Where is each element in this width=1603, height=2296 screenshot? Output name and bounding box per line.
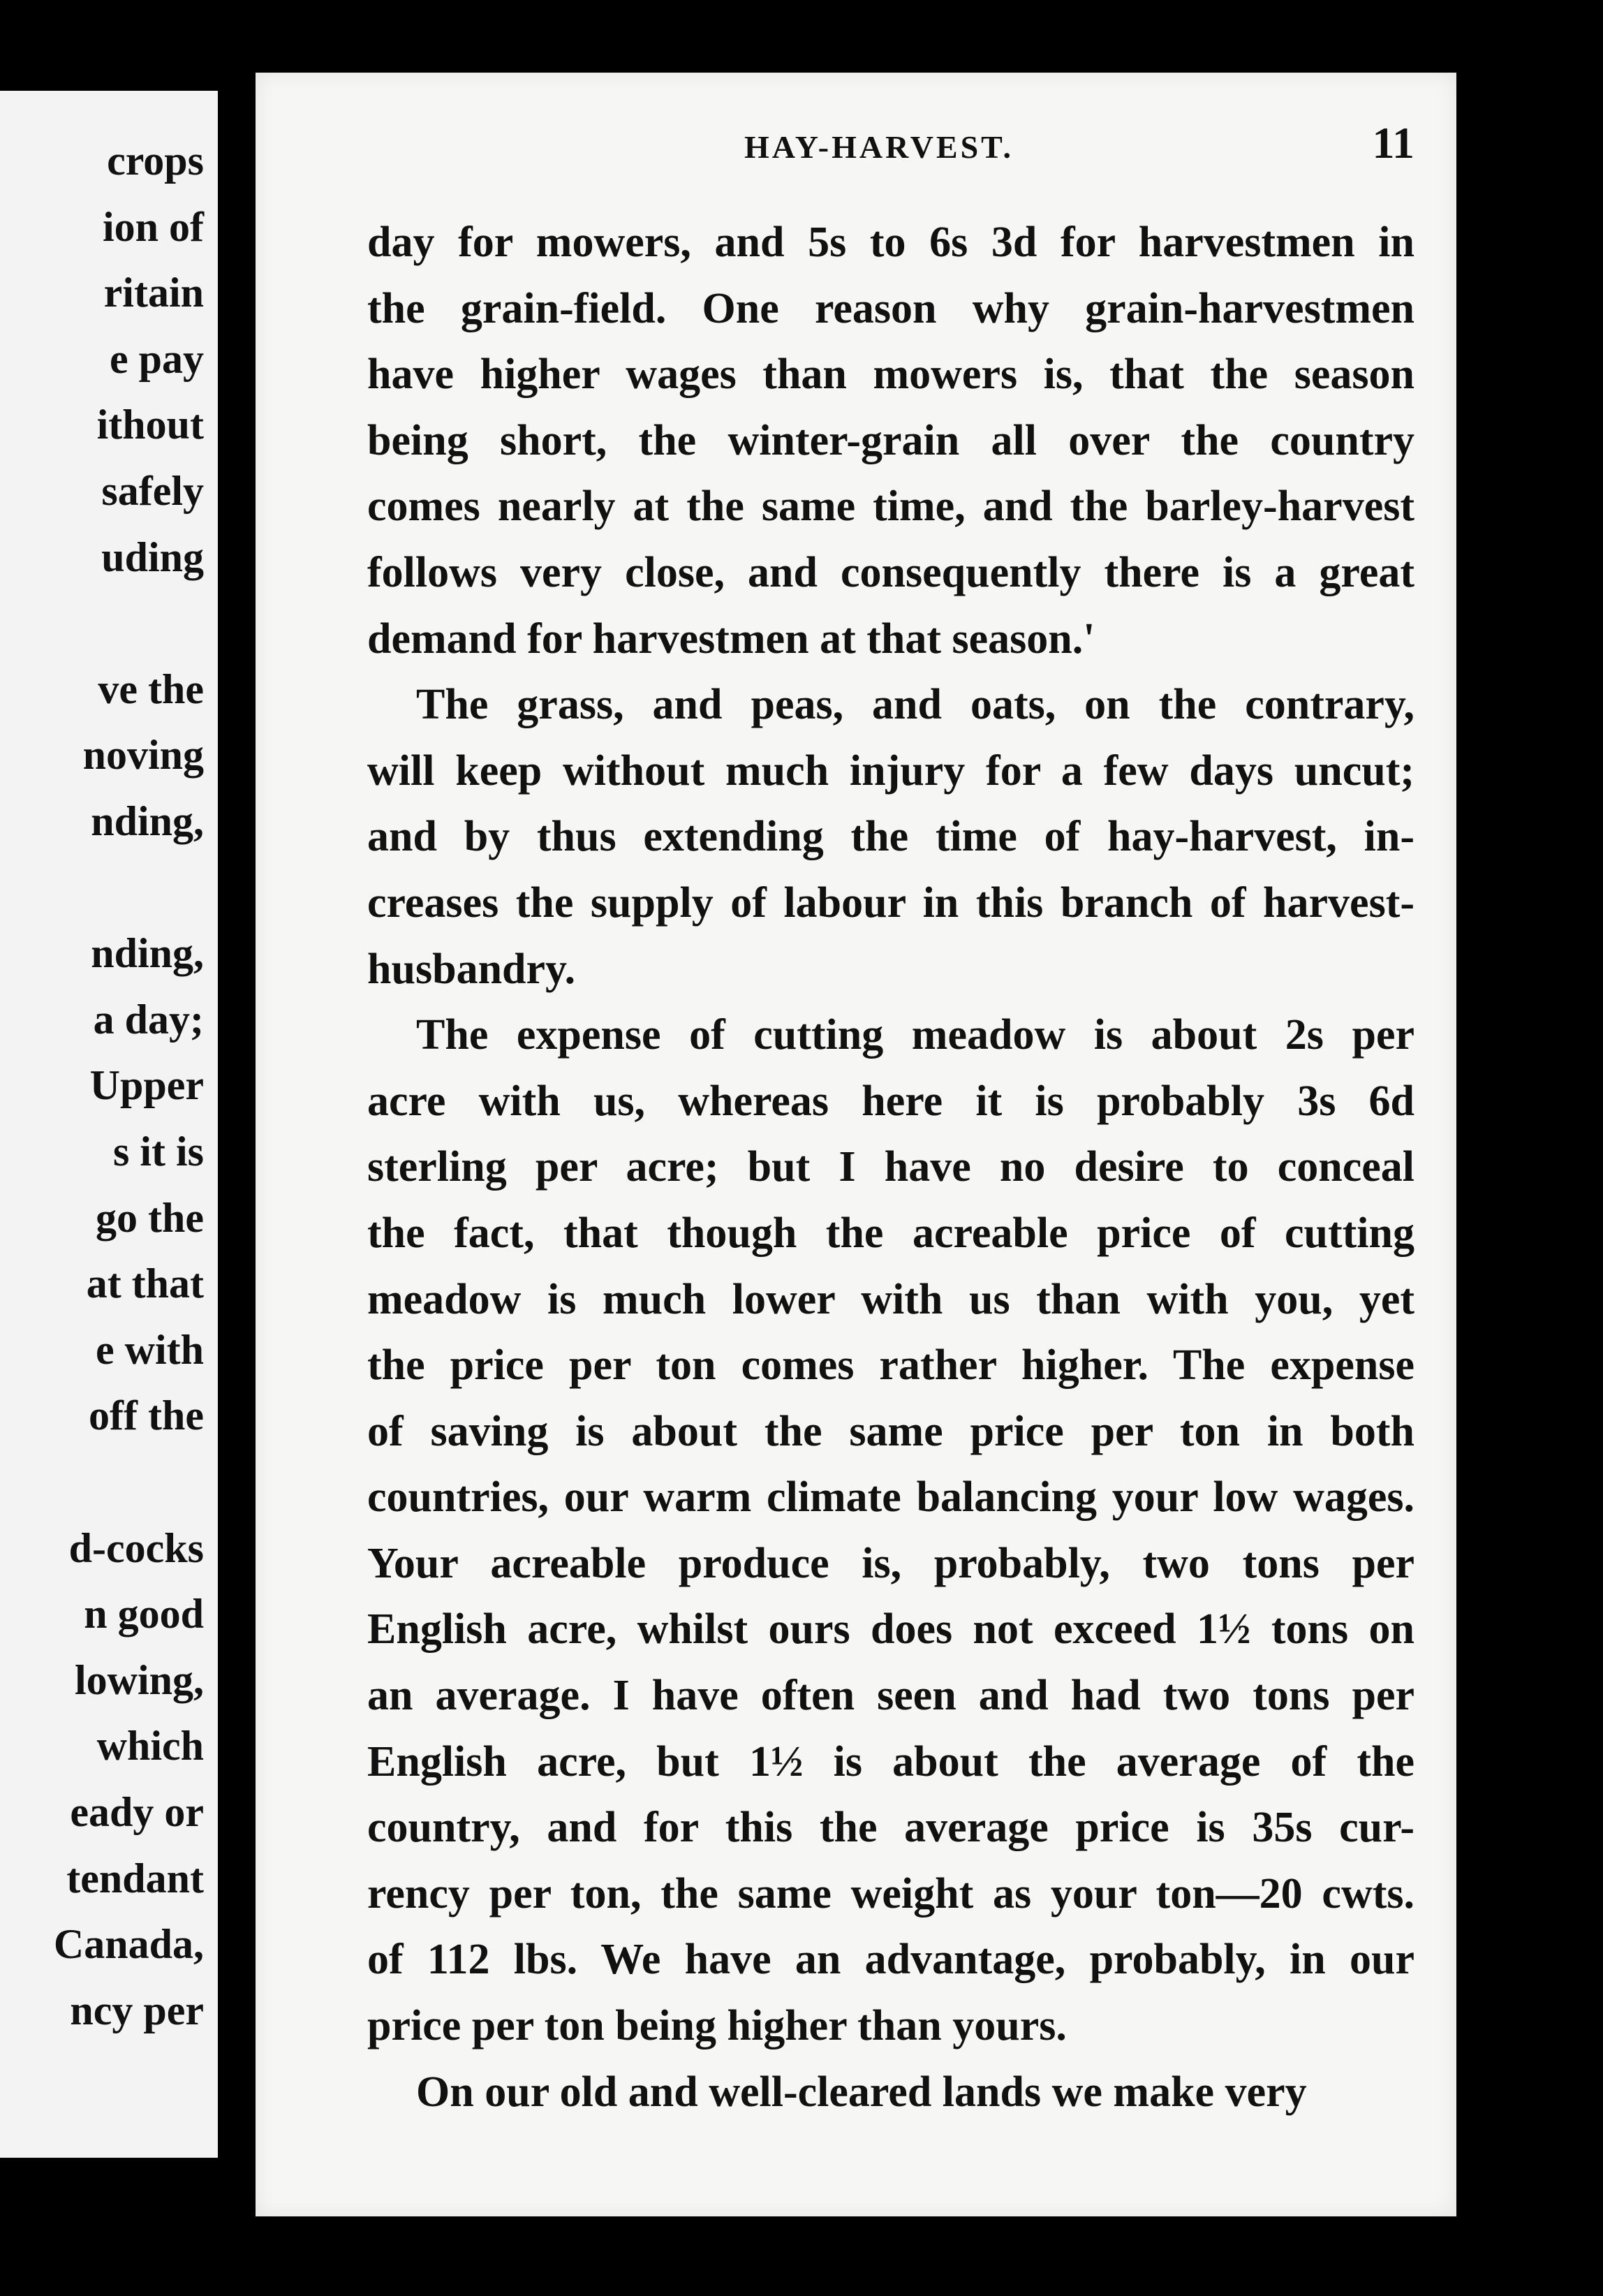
left-page-fragment: s it is xyxy=(112,1128,204,1175)
text-line: and by thus extending the time of hay-harvest, in- xyxy=(367,813,1414,861)
left-page-fragment: ncy per xyxy=(70,1987,204,2033)
left-page-fragment: a day; xyxy=(93,996,204,1043)
text-line: follows very close, and consequently there is a great xyxy=(367,548,1414,596)
text-line: the price per ton comes rather higher. The expense xyxy=(367,1341,1414,1390)
left-page-fragment: nding, xyxy=(91,930,204,977)
text-line: Your acreable produce is, probably, two tons per xyxy=(367,1539,1414,1587)
left-page-fragment: tendant xyxy=(66,1855,204,1901)
left-page-fragment: d-cocks xyxy=(68,1524,204,1571)
left-page-fragment: ritain xyxy=(103,270,204,316)
text-line: rency per ton, the same weight as your ton—20 cwts. xyxy=(367,1869,1414,1918)
text-line: being short, the winter-grain all over the country xyxy=(367,416,1414,464)
text-line: comes nearly at the same time, and the barley-harvest xyxy=(367,483,1414,531)
left-page-fragment: noving xyxy=(82,732,204,779)
text-line: sterling per acre; but I have no desire to conceal xyxy=(367,1143,1414,1191)
left-page-fragment: ion of xyxy=(102,203,204,250)
text-line: demand for harvestmen at that season.' xyxy=(367,615,1095,663)
left-page-fragment: ithout xyxy=(96,402,204,448)
left-page-fragment: nding, xyxy=(91,798,204,844)
text-line: country, and for this the average price is 35s cur- xyxy=(367,1804,1414,1852)
left-page-fragment: Canada, xyxy=(53,1921,204,1968)
text-line: On our old and well-cleared lands we make very xyxy=(416,2068,1307,2116)
left-page-fragment: Upper xyxy=(89,1062,204,1109)
left-page-fragment: eady or xyxy=(70,1789,204,1835)
text-line: English acre, but 1½ is about the average of the xyxy=(367,1737,1414,1786)
left-page-fragment: e with xyxy=(96,1326,204,1373)
text-line: husbandry. xyxy=(367,945,576,993)
left-page-fragment: uding xyxy=(101,533,204,580)
left-page-fragment: e pay xyxy=(110,335,204,382)
right-page xyxy=(256,73,1456,2216)
paragraph xyxy=(367,2059,1414,2126)
text-line: the fact, that though the acreable price of cutting xyxy=(367,1209,1414,1257)
text-line: of saving is about the same price per ton in both xyxy=(367,1407,1414,1455)
text-line: the grain-field. One reason why grain-harvestmen xyxy=(367,284,1414,332)
paragraph xyxy=(367,672,1414,1002)
left-page-fragment: crops xyxy=(107,138,204,184)
paragraph xyxy=(367,209,1414,672)
left-page-fragment: off the xyxy=(89,1392,204,1439)
text-line: have higher wages than mowers is, that the season xyxy=(367,351,1414,399)
text-line: creases the supply of labour in this branch of harvest- xyxy=(367,878,1414,927)
left-page-fragment: ve the xyxy=(98,665,204,712)
text-line: The grass, and peas, and oats, on the contrary, xyxy=(416,681,1414,729)
text-line: meadow is much lower with us than with you, yet xyxy=(367,1275,1414,1323)
text-line: an average. I have often seen and had two tons per xyxy=(367,1672,1414,1720)
left-page-fragment: safely xyxy=(101,468,204,514)
left-page-fragment: go the xyxy=(96,1194,204,1241)
text-line: English acre, whilst ours does not exceed 1½ tons on xyxy=(367,1605,1414,1654)
left-page-fragment: lowing, xyxy=(74,1656,204,1703)
text-line: The expense of cutting meadow is about 2s per xyxy=(416,1011,1414,1059)
text-line: price per ton being higher than yours. xyxy=(367,2002,1067,2050)
text-line: acre with us, whereas here it is probably 3s 6d xyxy=(367,1077,1414,1125)
left-page-fragment: which xyxy=(96,1723,204,1769)
left-page xyxy=(0,91,218,2158)
running-head: HAY-HARVEST. xyxy=(744,129,1014,165)
text-line: day for mowers, and 5s to 6s 3d for harvestmen in xyxy=(367,219,1414,266)
text-line: countries, our warm climate balancing your low wages. xyxy=(367,1473,1414,1522)
paragraph xyxy=(367,1002,1414,2059)
page-number: 11 xyxy=(1372,118,1414,168)
body-text xyxy=(367,209,1414,2125)
text-line: will keep without much injury for a few days uncut; xyxy=(367,746,1414,795)
left-page-fragment: n good xyxy=(84,1591,204,1638)
text-line: of 112 lbs. We have an advantage, probably, in our xyxy=(367,1936,1414,1984)
left-page-fragment: at that xyxy=(86,1260,204,1307)
